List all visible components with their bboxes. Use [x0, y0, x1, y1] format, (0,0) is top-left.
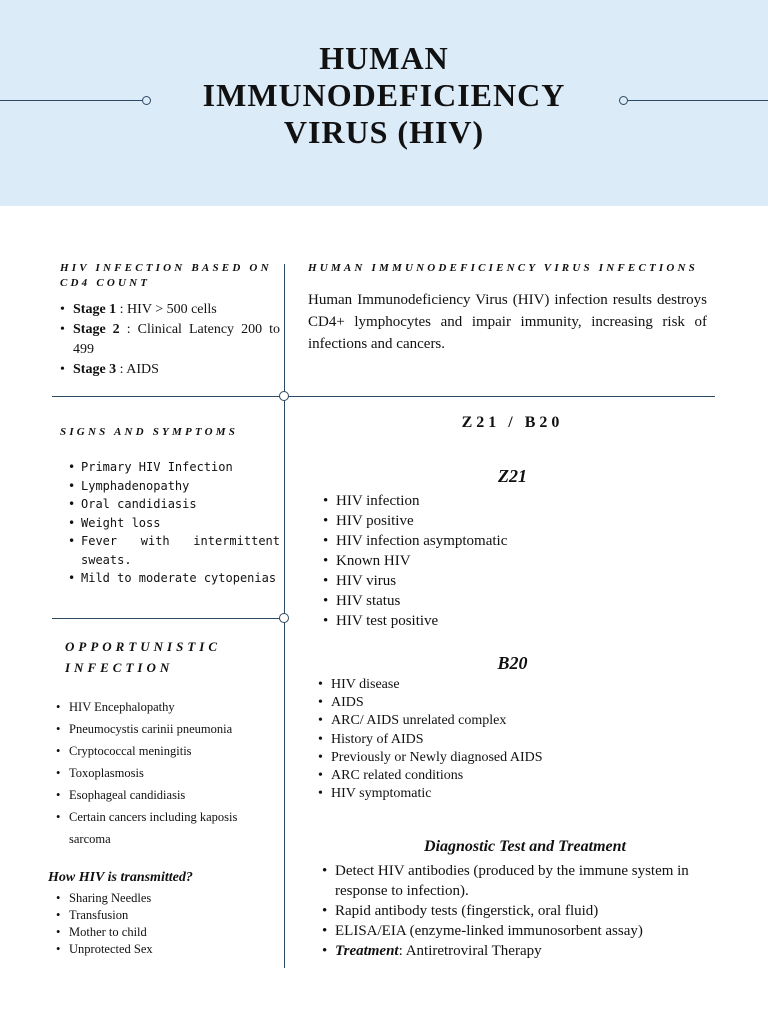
b20-list: [331, 676, 543, 803]
list-item: • HIV test positive: [336, 611, 507, 631]
infections-section-title: HUMAN IMMUNODEFICIENCY VIRUS INFECTIONS: [308, 262, 698, 274]
list-item: • Sharing Needles: [69, 890, 153, 907]
list-item: • HIV Encephalopathy: [69, 696, 289, 718]
list-item: • Rapid antibody tests (fingerstick, oral fluid): [335, 901, 730, 921]
list-item: • HIV virus: [336, 571, 507, 591]
list-item: • HIV symptomatic: [331, 785, 543, 803]
list-item: • Lymphadenopathy: [81, 477, 280, 496]
list-item: • Primary HIV Infection: [81, 458, 280, 477]
divider-upper: [52, 396, 715, 397]
codes-title: Z21 / B20: [461, 414, 564, 431]
list-item: • Weight loss: [81, 514, 280, 533]
list-item: • HIV infection: [336, 491, 507, 511]
b20-title: B20: [497, 653, 528, 673]
stage-text: : HIV > 500 cells: [116, 302, 217, 317]
list-item: • ELISA/EIA (enzyme-linked immunosorbent assay): [335, 921, 730, 941]
list-item: • Detect HIV antibodies (produced by the immune system in response to infection).: [335, 861, 730, 901]
list-item: • HIV positive: [336, 511, 507, 531]
list-item: • Toxoplasmosis: [69, 762, 289, 784]
list-item: • HIV infection asymptomatic: [336, 531, 507, 551]
stage-text: : Clinical Latency 200 to 499: [73, 322, 280, 357]
list-item: • Esophageal candidiasis: [69, 784, 289, 806]
title-line-3: VIRUS (HIV): [283, 114, 485, 150]
list-item: • ARC related conditions: [331, 767, 543, 785]
infections-description: Human Immunodeficiency Virus (HIV) infection results destroys CD4+ lymphocytes and impair immunity, increasing risk of infections and cancers.: [308, 292, 707, 352]
list-item: • Oral candidiasis: [81, 495, 280, 514]
list-item: • Pneumocystis carinii pneumonia: [69, 718, 289, 740]
stage-label: Stage 2: [73, 322, 120, 337]
diagnostic-title: Diagnostic Test and Treatment: [424, 838, 626, 855]
header-banner: [0, 0, 768, 206]
list-item: • AIDS: [331, 694, 543, 712]
list-item: [73, 300, 280, 320]
list-item: • ARC/ AIDS unrelated complex: [331, 712, 543, 730]
title-line-2: IMMUNODEFICIENCY: [202, 77, 566, 113]
transmission-list: [69, 890, 153, 958]
list-item: • Unprotected Sex: [69, 941, 153, 958]
z21-title: Z21: [498, 466, 527, 486]
treatment-label: Treatment: [335, 943, 399, 959]
list-item: • HIV status: [336, 591, 507, 611]
page-title: [0, 40, 768, 151]
signs-section-title: SIGNS AND SYMPTOMS: [60, 426, 239, 438]
stage-label: Stage 1: [73, 302, 117, 317]
divider-upper-node: [279, 391, 289, 401]
opportunistic-title-line-2: INFECTION: [65, 660, 174, 675]
list-item: • History of AIDS: [331, 731, 543, 749]
list-item: • Cryptococcal meningitis: [69, 740, 289, 762]
stage-text: : AIDS: [116, 362, 159, 377]
list-item: • Fever with intermittent sweats.: [81, 532, 280, 569]
divider-lower-node: [279, 613, 289, 623]
title-line-1: HUMAN: [319, 40, 449, 76]
z21-list: [336, 491, 507, 631]
stage-list: [73, 300, 280, 380]
list-item: • Transfusion: [69, 907, 153, 924]
list-item: • Mother to child: [69, 924, 153, 941]
signs-list: [81, 458, 280, 588]
list-item: • Known HIV: [336, 551, 507, 571]
diagnostic-list: [335, 861, 730, 961]
transmission-title: How HIV is transmitted?: [48, 870, 193, 885]
treatment-text: : Antiretroviral Therapy: [398, 943, 542, 959]
cd4-section-title: HIV INFECTION BASED ON CD4 COUNT: [60, 262, 272, 289]
opportunistic-list: [69, 696, 289, 850]
list-item: • Certain cancers including kaposis sarcoma: [69, 806, 269, 850]
opportunistic-section-title: [65, 636, 221, 678]
list-item: [73, 320, 280, 360]
list-item: • HIV disease: [331, 676, 543, 694]
list-item: [73, 360, 280, 380]
list-item: • Mild to moderate cytopenias: [81, 569, 280, 588]
divider-lower: [52, 618, 285, 619]
list-item: [335, 941, 730, 961]
list-item: • Previously or Newly diagnosed AIDS: [331, 749, 543, 767]
stage-label: Stage 3: [73, 362, 117, 377]
opportunistic-title-line-1: OPPORTUNISTIC: [65, 639, 222, 654]
